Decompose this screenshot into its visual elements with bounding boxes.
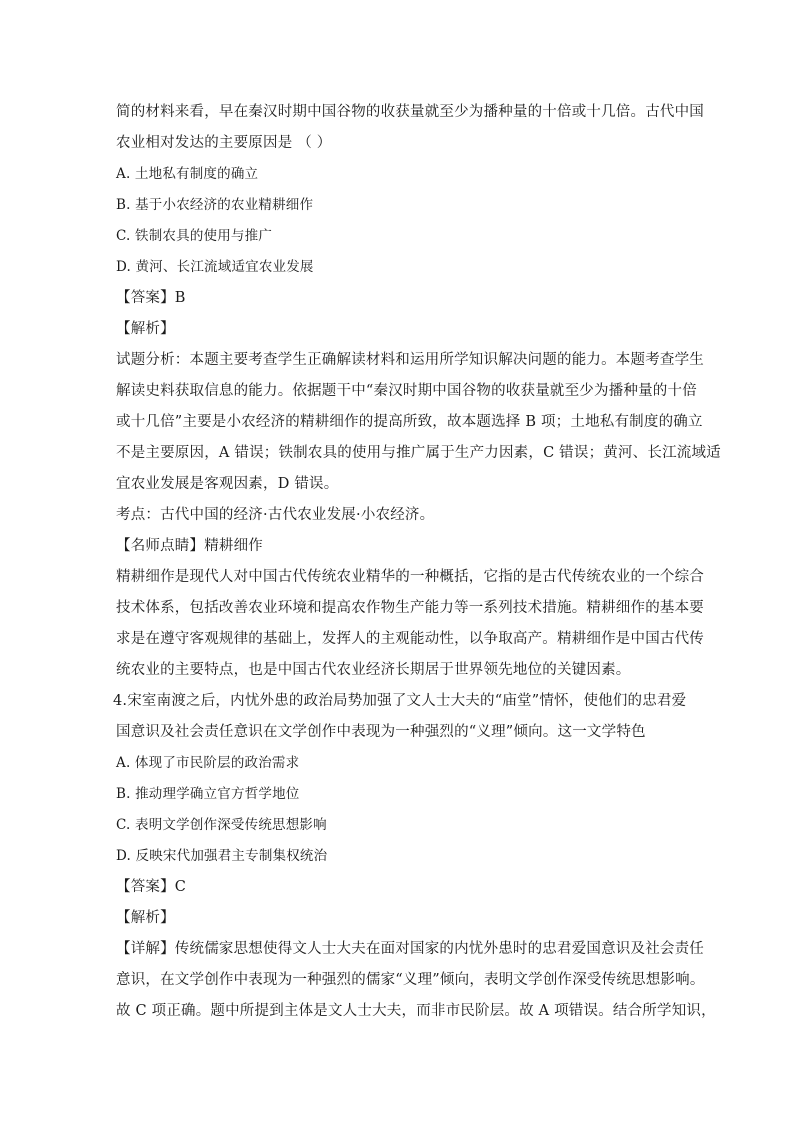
q3-tip-title: 【名师点睛】精耕细作 bbox=[116, 538, 263, 554]
q4-option-b: B. 推动理学确立官方哲学地位 bbox=[116, 786, 300, 802]
question-4 bbox=[113, 686, 716, 1027]
q4-analysis-line-1: 【详解】传统儒家思想使得文人士大夫在面对国家的内忧外患时的忠君爱国意识及社会责任 bbox=[116, 941, 704, 957]
q3-tip-line-4: 统农业的主要特点，也是中国古代农业经济长期居于世界领先地位的关键因素。 bbox=[116, 662, 631, 678]
q4-option-c: C. 表明文学创作深受传统思想影响 bbox=[116, 817, 327, 833]
q4-analysis-label: 【解析】 bbox=[116, 910, 175, 926]
q4-option-d: D. 反映宋代加强君主专制集权统治 bbox=[116, 848, 328, 864]
q3-tip-line-3: 求是在遵守客观规律的基础上，发挥人的主观能动性，以争取高产。精耕细作是中国古代传 bbox=[116, 631, 704, 647]
q3-stem-line-2: 农业相对发达的主要原因是 （ ） bbox=[116, 135, 332, 151]
q3-option-c: C. 铁制农具的使用与推广 bbox=[116, 228, 273, 244]
q3-analysis-line-2: 解读史料获取信息的能力。依据题干中“秦汉时期中国谷物的收获量就至少为播种量的十倍 bbox=[116, 383, 697, 399]
q4-analysis-line-2: 意识，在文学创作中表现为一种强烈的儒家“义理”倾向，表明文学创作深受传统思想影响。 bbox=[116, 972, 705, 988]
q4-stem-line-1: 4.宋室南渡之后，内忧外患的政治局势加强了文人士大夫的“庙堂”情怀，使他们的忠君爱 bbox=[113, 693, 687, 709]
q4-analysis-line-3: 故 C 项正确。题中所提到主体是文人士大夫，而非市民阶层。故 A 项错误。结合所学知识， bbox=[116, 1003, 716, 1019]
q3-answer: 【答案】B bbox=[116, 290, 186, 306]
question-3 bbox=[116, 97, 721, 686]
q3-option-a: A. 土地私有制度的确立 bbox=[116, 166, 259, 182]
q3-analysis-line-3: 或十几倍”主要是小农经济的精耕细作的提高所致，故本题选择 B 项；土地私有制度的确立 bbox=[116, 414, 703, 430]
document-page bbox=[113, 97, 721, 1027]
q4-answer: 【答案】C bbox=[116, 879, 187, 895]
q3-stem-line-1: 简的材料来看，早在秦汉时期中国谷物的收获量就至少为播种量的十倍或十几倍。古代中国 bbox=[116, 104, 704, 120]
q3-analysis-line-5: 宜农业发展是客观因素，D 错误。 bbox=[116, 476, 339, 492]
q3-tip-line-1: 精耕细作是现代人对中国古代传统农业精华的一种概括，它指的是古代传统农业的一个综合 bbox=[116, 569, 704, 585]
q3-analysis-label: 【解析】 bbox=[116, 321, 175, 337]
q4-option-a: A. 体现了市民阶层的政治需求 bbox=[116, 755, 300, 771]
q4-stem-line-2: 国意识及社会责任意识在文学创作中表现为一种强烈的“义理”倾向。这一文学特色 bbox=[116, 724, 646, 740]
q3-kaodian: 考点：古代中国的经济·古代农业发展·小农经济。 bbox=[116, 507, 435, 523]
q3-analysis-line-1: 试题分析：本题主要考查学生正确解读材料和运用所学知识解决问题的能力。本题考查学生 bbox=[116, 352, 704, 368]
q3-option-b: B. 基于小农经济的农业精耕细作 bbox=[116, 197, 314, 213]
q3-analysis-line-4: 不是主要原因，A 错误；铁制农具的使用与推广属于生产力因素，C 错误；黄河、长江流域适 bbox=[116, 445, 721, 461]
q3-tip-line-2: 技术体系，包括改善农业环境和提高农作物生产能力等一系列技术措施。精耕细作的基本要 bbox=[116, 600, 704, 616]
q3-option-d: D. 黄河、长江流域适宜农业发展 bbox=[116, 259, 314, 275]
